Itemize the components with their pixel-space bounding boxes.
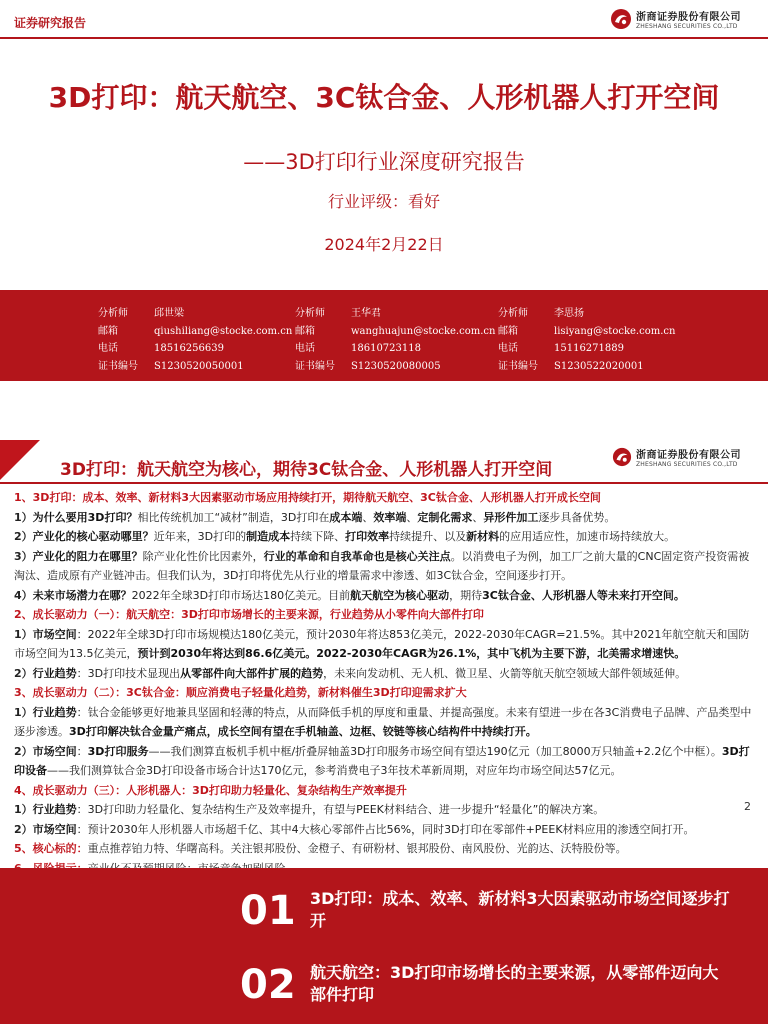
- header-divider: [0, 37, 768, 39]
- phone-label: 电话: [98, 343, 118, 354]
- toc-item-text: 航天航空：3D打印市场增长的主要来源，从零部件迈向大部件打印: [310, 963, 719, 1004]
- zheshang-logo-icon: [610, 8, 632, 30]
- page-number: 2: [744, 800, 751, 813]
- company-name-en: ZHESHANG SECURITIES CO.,LTD: [636, 23, 738, 30]
- analyst-phone: 18610723118: [351, 343, 421, 354]
- cert-label: 证书编号: [498, 360, 538, 372]
- toc-number: 02: [240, 962, 296, 1008]
- section-heading: 4、成长驱动力（三）：人形机器人：3D打印助力轻量化、复杂结构生产效率提升: [14, 783, 407, 797]
- core-targets: 5、核心标的：重点推荐铂力特、华曙高科。关注银邦股份、金橙子、有研粉材、银邦股份、南风股份、光韵达、沃特股份等。: [14, 842, 627, 855]
- paragraph: 1）市场空间：2022年全球3D打印市场规模达180亿美元，预计2030年将达853亿美元，2022-2030年CAGR=21.5%。其中2021年航空航天和国防市场空间为13.5亿美元，预计到2030年将达到86.6亿美元。2022-2030年CAGR为26.1%，其中飞机为主要下游，北美需求增速快。: [14, 627, 750, 660]
- toc-item-text: 3D打印：成本、效率、新材料3大因素驱动市场空间逐步打开: [310, 889, 730, 930]
- toc-band: [0, 868, 768, 1024]
- paragraph: 1）为什么要用3D打印？相比传统机加工“减材”制造，3D打印在成本端、效率端、定制化需求、异形件加工逐步具备优势。: [14, 510, 616, 524]
- analyst-email: qiushiliang@stocke.com.cn: [154, 325, 293, 337]
- analyst-phone: 15116271889: [554, 343, 624, 354]
- paragraph: 2）产业化的核心驱动哪里？近年来，3D打印的制造成本持续下降、打印效率持续提升、以及新材料的应用适应性，加速市场持续放大。: [14, 530, 676, 543]
- slide-title: 3D打印：航天航空为核心，期待3C钛合金、人形机器人打开空间: [60, 460, 553, 480]
- analyst-cert: S1230522020001: [554, 360, 644, 372]
- analyst-name: 李思扬: [554, 308, 584, 319]
- paragraph: 3）产业化的阻力在哪里？除产业化性价比因素外，行业的革命和自我革命也是核心关注点。以消费电子为例，加工厂之前大量的CNC固定资产投资需被淘汰、造成原有产业链冲击。但我们认为，3D打印将优先从行业的增量需求中渗透、如3C钛合金，空间逐步打开。: [14, 549, 750, 582]
- analyst-cert: S1230520050001: [154, 360, 244, 372]
- slide-divider: [0, 482, 768, 484]
- company-logo: [610, 8, 741, 30]
- slide-corner-mark: [0, 440, 40, 480]
- zheshang-logo-icon: [612, 447, 632, 467]
- report-title: 3D打印：航天航空、3C钛合金、人形机器人打开空间: [48, 81, 720, 114]
- analyst-cert: S1230520080005: [351, 360, 441, 372]
- toc-number: 01: [240, 888, 296, 934]
- paragraph: 1）行业趋势：3D打印助力轻量化、复杂结构生产及效率提升，有望与PEEK材料结合、进一步提升“轻量化”的解决方案。: [14, 803, 605, 816]
- phone-label: 电话: [498, 343, 518, 354]
- paragraph: 2）行业趋势：3D打印技术显现出从零部件向大部件扩展的趋势，未来向发动机、无人机、微卫星、火箭等航天航空领域大部件领域延伸。: [14, 666, 687, 680]
- company-name-en: ZHESHANG SECURITIES CO.,LTD: [636, 461, 738, 468]
- email-label: 邮箱: [498, 325, 518, 337]
- analyst-name: 王华君: [351, 308, 381, 319]
- analyst-email: lisiyang@stocke.com.cn: [554, 325, 676, 337]
- email-label: 邮箱: [295, 325, 315, 337]
- analyst-email: wanghuajun@stocke.com.cn: [351, 325, 496, 337]
- email-label: 邮箱: [98, 325, 118, 337]
- section-heading: 3、成长驱动力（二）：3C钛合金：顺应消费电子轻量化趋势，新材料催生3D打印迎需求扩大: [14, 686, 467, 699]
- analyst-label: 分析师: [295, 308, 325, 319]
- report-date: 2024年2月22日: [324, 235, 444, 254]
- analyst-label: 分析师: [498, 308, 528, 319]
- section-heading: 1、3D打印：成本、效率、新材料3大因素驱动市场应用持续打开，期待航天航空、3C钛合金、人形机器人打开成长空间: [14, 491, 601, 504]
- paragraph: 2）市场空间：3D打印服务——我们测算直板机手机中框/折叠屏轴盖3D打印服务市场空间有望达190亿元（加工8000万只轴盖+2.2亿个中框）。3D打印设备——我们测算钛合金3D打印设备市场合计达170亿元，参考消费电子3年技术革新周期，对应年均市场空间达57亿元。: [14, 744, 750, 777]
- analyst-name: 邱世梁: [154, 308, 184, 319]
- report-type-tag: 证券研究报告: [14, 16, 87, 30]
- paragraph: 4）未来市场潜力在哪？2022年全球3D打印市场达180亿美元。目前航天航空为核心驱动，期待3C钛合金、人形机器人等未来打开空间。: [14, 588, 685, 602]
- company-name-cn: 浙商证券股份有限公司: [636, 450, 741, 461]
- phone-label: 电话: [295, 343, 315, 354]
- paragraph: 2）市场空间：预计2030年人形机器人市场超千亿、其中4大核心零部件占比56%，同时3D打印在零部件+PEEK材料应用的渗透空间打开。: [14, 822, 695, 836]
- company-logo: [612, 446, 741, 468]
- analyst-phone: 18516256639: [154, 343, 224, 354]
- analyst-label: 分析师: [98, 308, 128, 319]
- company-name-cn: 浙商证券股份有限公司: [636, 12, 741, 23]
- cert-label: 证书编号: [295, 360, 335, 372]
- analyst-card: [498, 305, 675, 375]
- cert-label: 证书编号: [98, 360, 138, 372]
- summary-content: [14, 488, 754, 878]
- industry-rating: 行业评级：看好: [327, 192, 440, 211]
- report-subtitle: ——3D打印行业深度研究报告: [243, 150, 525, 174]
- analyst-card: [98, 305, 292, 375]
- paragraph: 1）行业趋势：钛合金能够更好地兼具坚固和轻薄的特点，从而降低手机的厚度和重量、并提高强度。未来有望进一步在各3C消费电子品牌、产品类型中逐步渗透。3D打印解决钛合金量产痛点，成长空间有望在手机轴盖、边框、铰链等核心结构件中持续打开。: [14, 705, 752, 738]
- section-heading: 2、成长驱动力（一）：航天航空：3D打印市场增长的主要来源，行业趋势从小零件向大部件打印: [14, 608, 484, 621]
- analyst-card: [295, 305, 495, 375]
